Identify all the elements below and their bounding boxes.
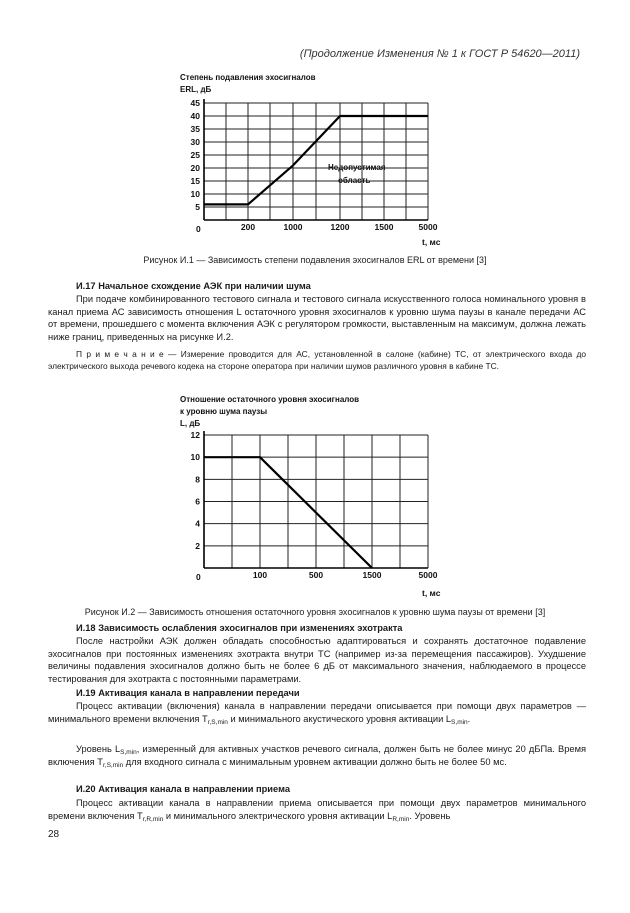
page-number: 28 xyxy=(48,829,60,840)
fig1-y-tick-label-0: 5 xyxy=(195,202,200,212)
fig1-x-tick-label-0: 200 xyxy=(240,222,256,232)
fig2-y-tick-label-5: 12 xyxy=(190,430,200,440)
fig1-y-tick-label-1: 10 xyxy=(190,189,200,199)
section-19-paragraph-1 xyxy=(48,700,586,725)
figure-2-title-1: Отношение остаточного уровня эхосигналов xyxy=(180,395,360,404)
figure-1-caption: Рисунок И.1 — Зависимость степени подавления эхосигналов ERL от времени [3] xyxy=(143,255,487,265)
fig2-x-tick-label-3: 5000 xyxy=(418,570,438,580)
running-header: (Продолжение Изменения № 1 к ГОСТ Р 54620—2011) xyxy=(299,48,580,60)
section-17-heading: И.17 Начальное схождение АЭК при наличии шума xyxy=(76,281,311,291)
s19-p2-c: для входного сигнала с минимальным уровнем активации должно быть не более 50 мс. xyxy=(123,756,507,767)
fig1-x-tick-label-4: 5000 xyxy=(418,222,438,232)
note-label: П р и м е ч а н и е xyxy=(76,349,164,359)
figure-1-ylabel: ERL, дБ xyxy=(180,85,212,94)
fig2-x-tick-label-0: 100 xyxy=(252,570,268,580)
s19-p1-a: Процесс активации (включения) канала в направлении передачи описывается при помощи двух параметров — минимального времени включения T xyxy=(48,701,586,724)
fig1-y-tick-label-2: 15 xyxy=(190,176,200,186)
s19-p2-a: Уровень L xyxy=(76,744,121,754)
s20-p1-c: . Уровень xyxy=(409,810,451,821)
s20-p1-b: и минимального электрического уровня активации L xyxy=(163,810,393,821)
fig1-x-tick-label-2: 1200 xyxy=(330,222,350,232)
fig1-y-tick-label-8: 45 xyxy=(190,98,200,108)
fig1-y-tick-label-6: 35 xyxy=(190,124,200,134)
figure-1-region-label-1: Недопустимая xyxy=(328,163,386,172)
figure-1-region-label-2: область xyxy=(338,176,371,185)
note-text: — Измерение проводится для АС, установленной в салоне (кабине) ТС, от электрического входа до электрического выхода речевого кодека на стороне оператора при наличии шумов различного уровня в кабине ТС. xyxy=(48,349,586,371)
section-18-text: После настройки АЭК должен обладать способностью адаптироваться и сохранять достаточное подавление эхосигналов при постоянных изменениях эхотракта внутри ТС (например из-за перемещения пассажиров). Ухудшение величины подавления эхосигналов должно быть не более 6 дБ от максимального значения, наблюдаемого в процессе тестирования для эхотракта с постоянными параметрами. xyxy=(48,636,586,685)
figure-1-title: Степень подавления эхосигналов xyxy=(180,73,316,82)
s20-p1-sub1: r,R,min xyxy=(142,815,164,823)
fig1-y-tick-label-5: 30 xyxy=(190,137,200,147)
fig2-x-tick-label-2: 1500 xyxy=(362,570,382,580)
figure-1-chart xyxy=(160,70,460,250)
figure-2-chart xyxy=(160,392,460,602)
section-19-paragraph-2 xyxy=(48,743,586,768)
fig1-y-tick-label-3: 20 xyxy=(190,163,200,173)
figure-2-origin-label: 0 xyxy=(196,572,201,582)
s19-p2-sub2: r,S,min xyxy=(102,761,124,769)
s19-p1-sub2: S,min xyxy=(451,718,468,726)
fig2-y-tick-label-2: 6 xyxy=(195,496,200,507)
fig2-y-tick-label-4: 10 xyxy=(190,452,200,463)
fig1-x-tick-label-3: 1500 xyxy=(374,222,394,232)
fig2-y-tick-label-1: 4 xyxy=(195,518,200,529)
figure-1-xlabel: t, мс xyxy=(422,237,441,247)
fig2-x-tick-label-1: 500 xyxy=(308,570,324,580)
section-18-heading: И.18 Зависимость ослабления эхосигналов при изменениях эхотракта xyxy=(76,623,403,633)
s19-p1-sub1: r,S,min xyxy=(207,718,228,726)
fig2-y-tick-label-0: 2 xyxy=(195,540,200,551)
figure-2-title-2: к уровню шума паузы xyxy=(180,407,268,416)
fig1-x-tick-label-1: 1000 xyxy=(283,222,303,232)
fig2-y-tick-label-3: 8 xyxy=(195,474,200,485)
figure-1 xyxy=(160,70,460,250)
s20-p1-a: Процесс активации канала в направлении приема описывается при помощи двух параметров минимального времени включения T xyxy=(48,798,586,821)
figure-2 xyxy=(160,392,460,602)
s19-p1-c: . xyxy=(467,713,471,724)
figure-1-origin-label: 0 xyxy=(196,224,201,234)
section-20-heading: И.20 Активация канала в направлении приема xyxy=(76,784,291,794)
s19-p1-b: и минимального акустического уровня активации L xyxy=(227,713,452,724)
section-20-paragraph-1 xyxy=(48,797,586,822)
s20-p1-sub2: R,min xyxy=(392,815,410,823)
section-17-text: При подаче комбинированного тестового сигнала и тестового сигнала искусственного голоса номинального уровня в канал приема АС зависимость отношения L остаточного уровня эхосигналов к уровню шума паузы в канале передачи АС от времени, прошедшего с момента включения АЭК с регулятором громкости, выставленным на максимум, должна лежать ниже границ, приведенных на рисунке И.2. xyxy=(48,294,586,343)
figure-2-xlabel: t, мс xyxy=(422,588,441,598)
s19-p2-b: , измеренный для активных участков речевого сигнала, должен быть не более минус 20 дБПа. Время включения T xyxy=(48,744,586,767)
fig1-y-tick-label-7: 40 xyxy=(190,111,200,121)
s19-p2-sub1: S,min xyxy=(120,749,137,756)
figure-2-ylabel: L, дБ xyxy=(180,419,201,428)
section-17-note xyxy=(48,348,586,372)
fig1-y-tick-label-4: 25 xyxy=(190,150,200,160)
section-19-heading: И.19 Активация канала в направлении передачи xyxy=(76,688,300,698)
figure-2-caption: Рисунок И.2 — Зависимость отношения остаточного уровня эхосигналов к уровню шума паузы от времени [3] xyxy=(84,607,546,617)
